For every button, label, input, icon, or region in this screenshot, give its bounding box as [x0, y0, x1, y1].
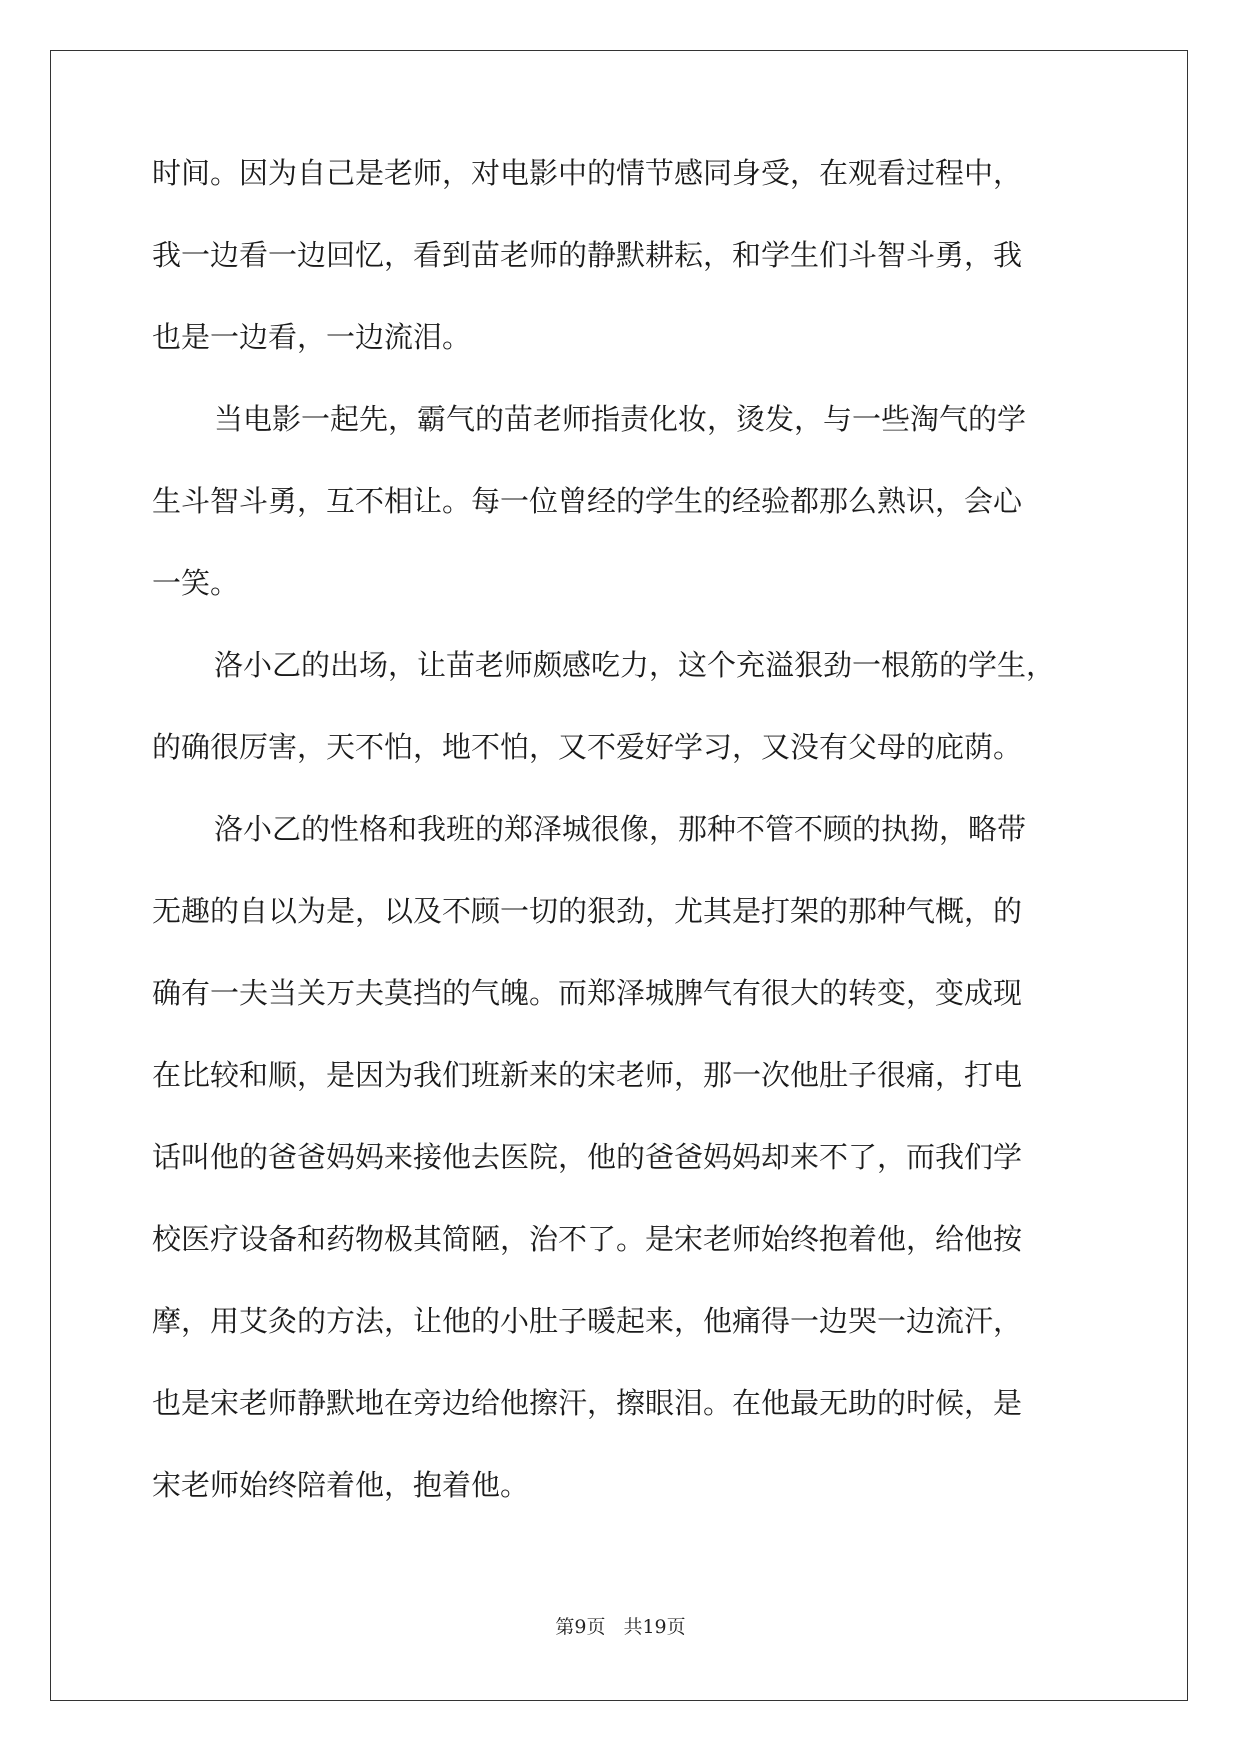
text-line: 当电影一起先，霸气的苗老师指责化妆，烫发，与一些淘气的学 [214, 402, 1027, 436]
text-line: 校医疗设备和药物极其简陋，治不了。是宋老师始终抱着他，给他按 [152, 1222, 1023, 1256]
text-line: 话叫他的爸爸妈妈来接他去医院，他的爸爸妈妈却来不了，而我们学 [152, 1140, 1023, 1174]
text-line: 洛小乙的出场，让苗老师颇感吃力，这个充溢狠劲一根筋的学生， [214, 648, 1056, 682]
text-line: 也是宋老师静默地在旁边给他擦汗，擦眼泪。在他最无助的时候，是 [152, 1386, 1023, 1420]
text-line: 在比较和顺，是因为我们班新来的宋老师，那一次他肚子很痛，打电 [152, 1058, 1023, 1092]
text-line: 洛小乙的性格和我班的郑泽城很像，那种不管不顾的执拗，略带 [214, 812, 1027, 846]
text-line: 确有一夫当关万夫莫挡的气魄。而郑泽城脾气有很大的转变，变成现 [152, 976, 1023, 1010]
text-line: 的确很厉害，天不怕，地不怕，又不爱好学习，又没有父母的庇荫。 [152, 730, 1023, 764]
total-pages-label: 共19页 [623, 1616, 686, 1638]
text-line: 我一边看一边回忆，看到苗老师的静默耕耘，和学生们斗智斗勇，我 [152, 238, 1023, 272]
document-body [152, 158, 1112, 1552]
current-page-label: 第9页 [555, 1616, 606, 1638]
text-line: 时间。因为自己是老师，对电影中的情节感同身受，在观看过程中， [152, 156, 1023, 190]
text-line: 宋老师始终陪着他，抱着他。 [152, 1468, 530, 1502]
page-footer [0, 1612, 1241, 1639]
text-line: 摩，用艾灸的方法，让他的小肚子暖起来，他痛得一边哭一边流汗， [152, 1304, 1023, 1338]
text-line: 也是一边看，一边流泪。 [152, 320, 472, 354]
text-line: 一笑。 [152, 566, 240, 600]
text-line: 无趣的自以为是，以及不顾一切的狠劲，尤其是打架的那种气概，的 [152, 894, 1023, 928]
text-line: 生斗智斗勇，互不相让。每一位曾经的学生的经验都那么熟识，会心 [152, 484, 1023, 518]
